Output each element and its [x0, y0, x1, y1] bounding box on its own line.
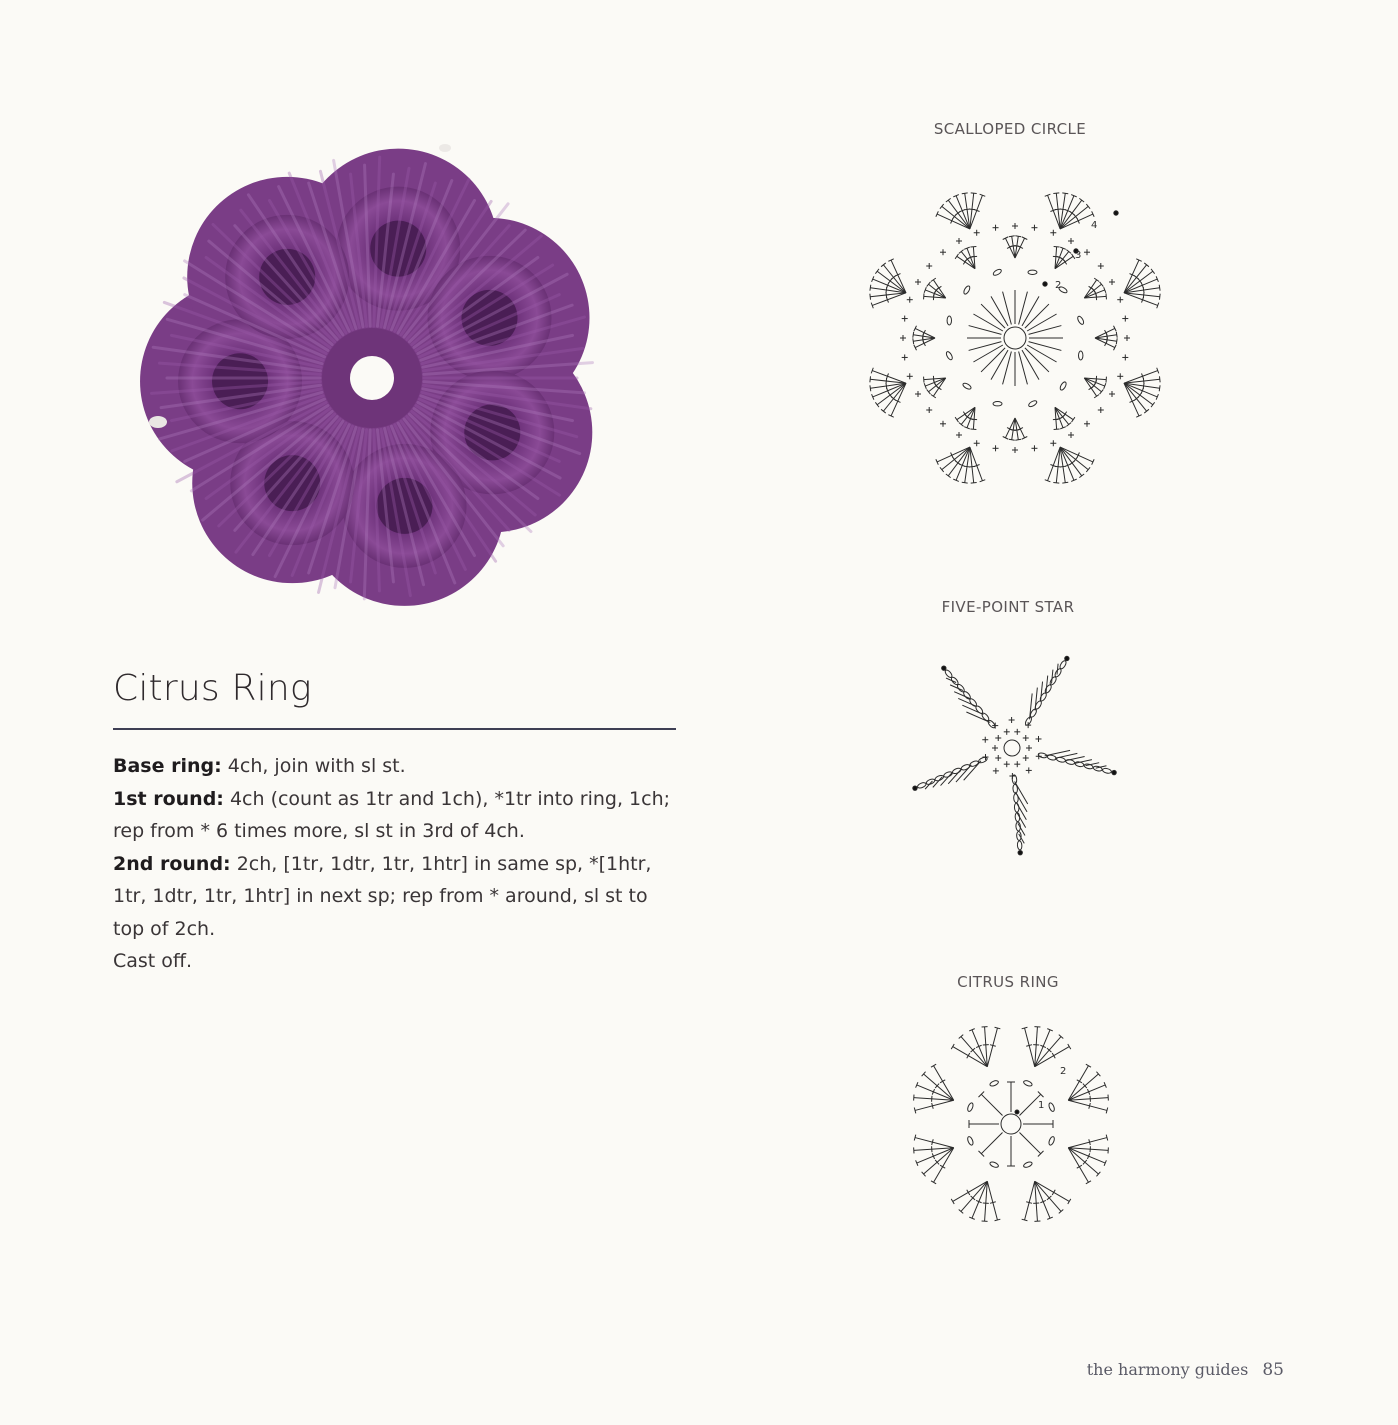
series-title: the harmony guides	[1086, 1360, 1249, 1379]
round-number: 3	[1075, 250, 1082, 261]
scalloped-circle-diagram	[855, 172, 1175, 494]
pin-head-icon	[439, 144, 451, 152]
five-point-star-label: FIVE-POINT STAR	[941, 598, 1075, 616]
instruction-text: 4ch (count as 1tr and 1ch), *1tr into ring, 1ch; rep from * 6 times more, sl st in 3rd of 4ch.	[113, 787, 671, 842]
instruction-round-2	[113, 848, 683, 946]
pattern-title: Citrus Ring	[113, 668, 312, 709]
page-number: 85	[1262, 1360, 1284, 1380]
pattern-instructions	[113, 750, 683, 978]
instruction-label: 1st round:	[113, 787, 224, 810]
instruction-text: 4ch, join with sl st.	[227, 755, 406, 777]
title-divider	[113, 728, 676, 730]
round-number: 1	[1038, 1100, 1045, 1111]
round-number: 4	[1091, 220, 1098, 231]
instruction-label: Base ring:	[113, 755, 222, 777]
citrus-ring-label: CITRUS RING	[957, 973, 1059, 991]
round-number: 2	[1055, 280, 1062, 291]
instruction-base-ring	[113, 750, 683, 783]
scalloped-circle-label: SCALLOPED CIRCLE	[933, 120, 1087, 138]
five-point-star-diagram	[895, 640, 1140, 875]
instruction-label: 2nd round:	[113, 852, 231, 875]
pin-head-icon	[149, 416, 167, 428]
instruction-cast-off	[113, 945, 683, 978]
citrus-ring-diagram	[900, 1012, 1122, 1237]
page-footer	[1087, 1360, 1284, 1380]
instruction-round-1	[113, 783, 683, 848]
crochet-flower-photo	[130, 120, 630, 620]
instruction-text: Cast off.	[113, 950, 193, 972]
instruction-text: 2ch, [1tr, 1dtr, 1tr, 1htr] in same sp, *[1htr, 1tr, 1dtr, 1tr, 1htr] in next sp; rep from * around, sl st to top of 2ch.	[113, 852, 652, 940]
round-number: 2	[1060, 1066, 1067, 1077]
